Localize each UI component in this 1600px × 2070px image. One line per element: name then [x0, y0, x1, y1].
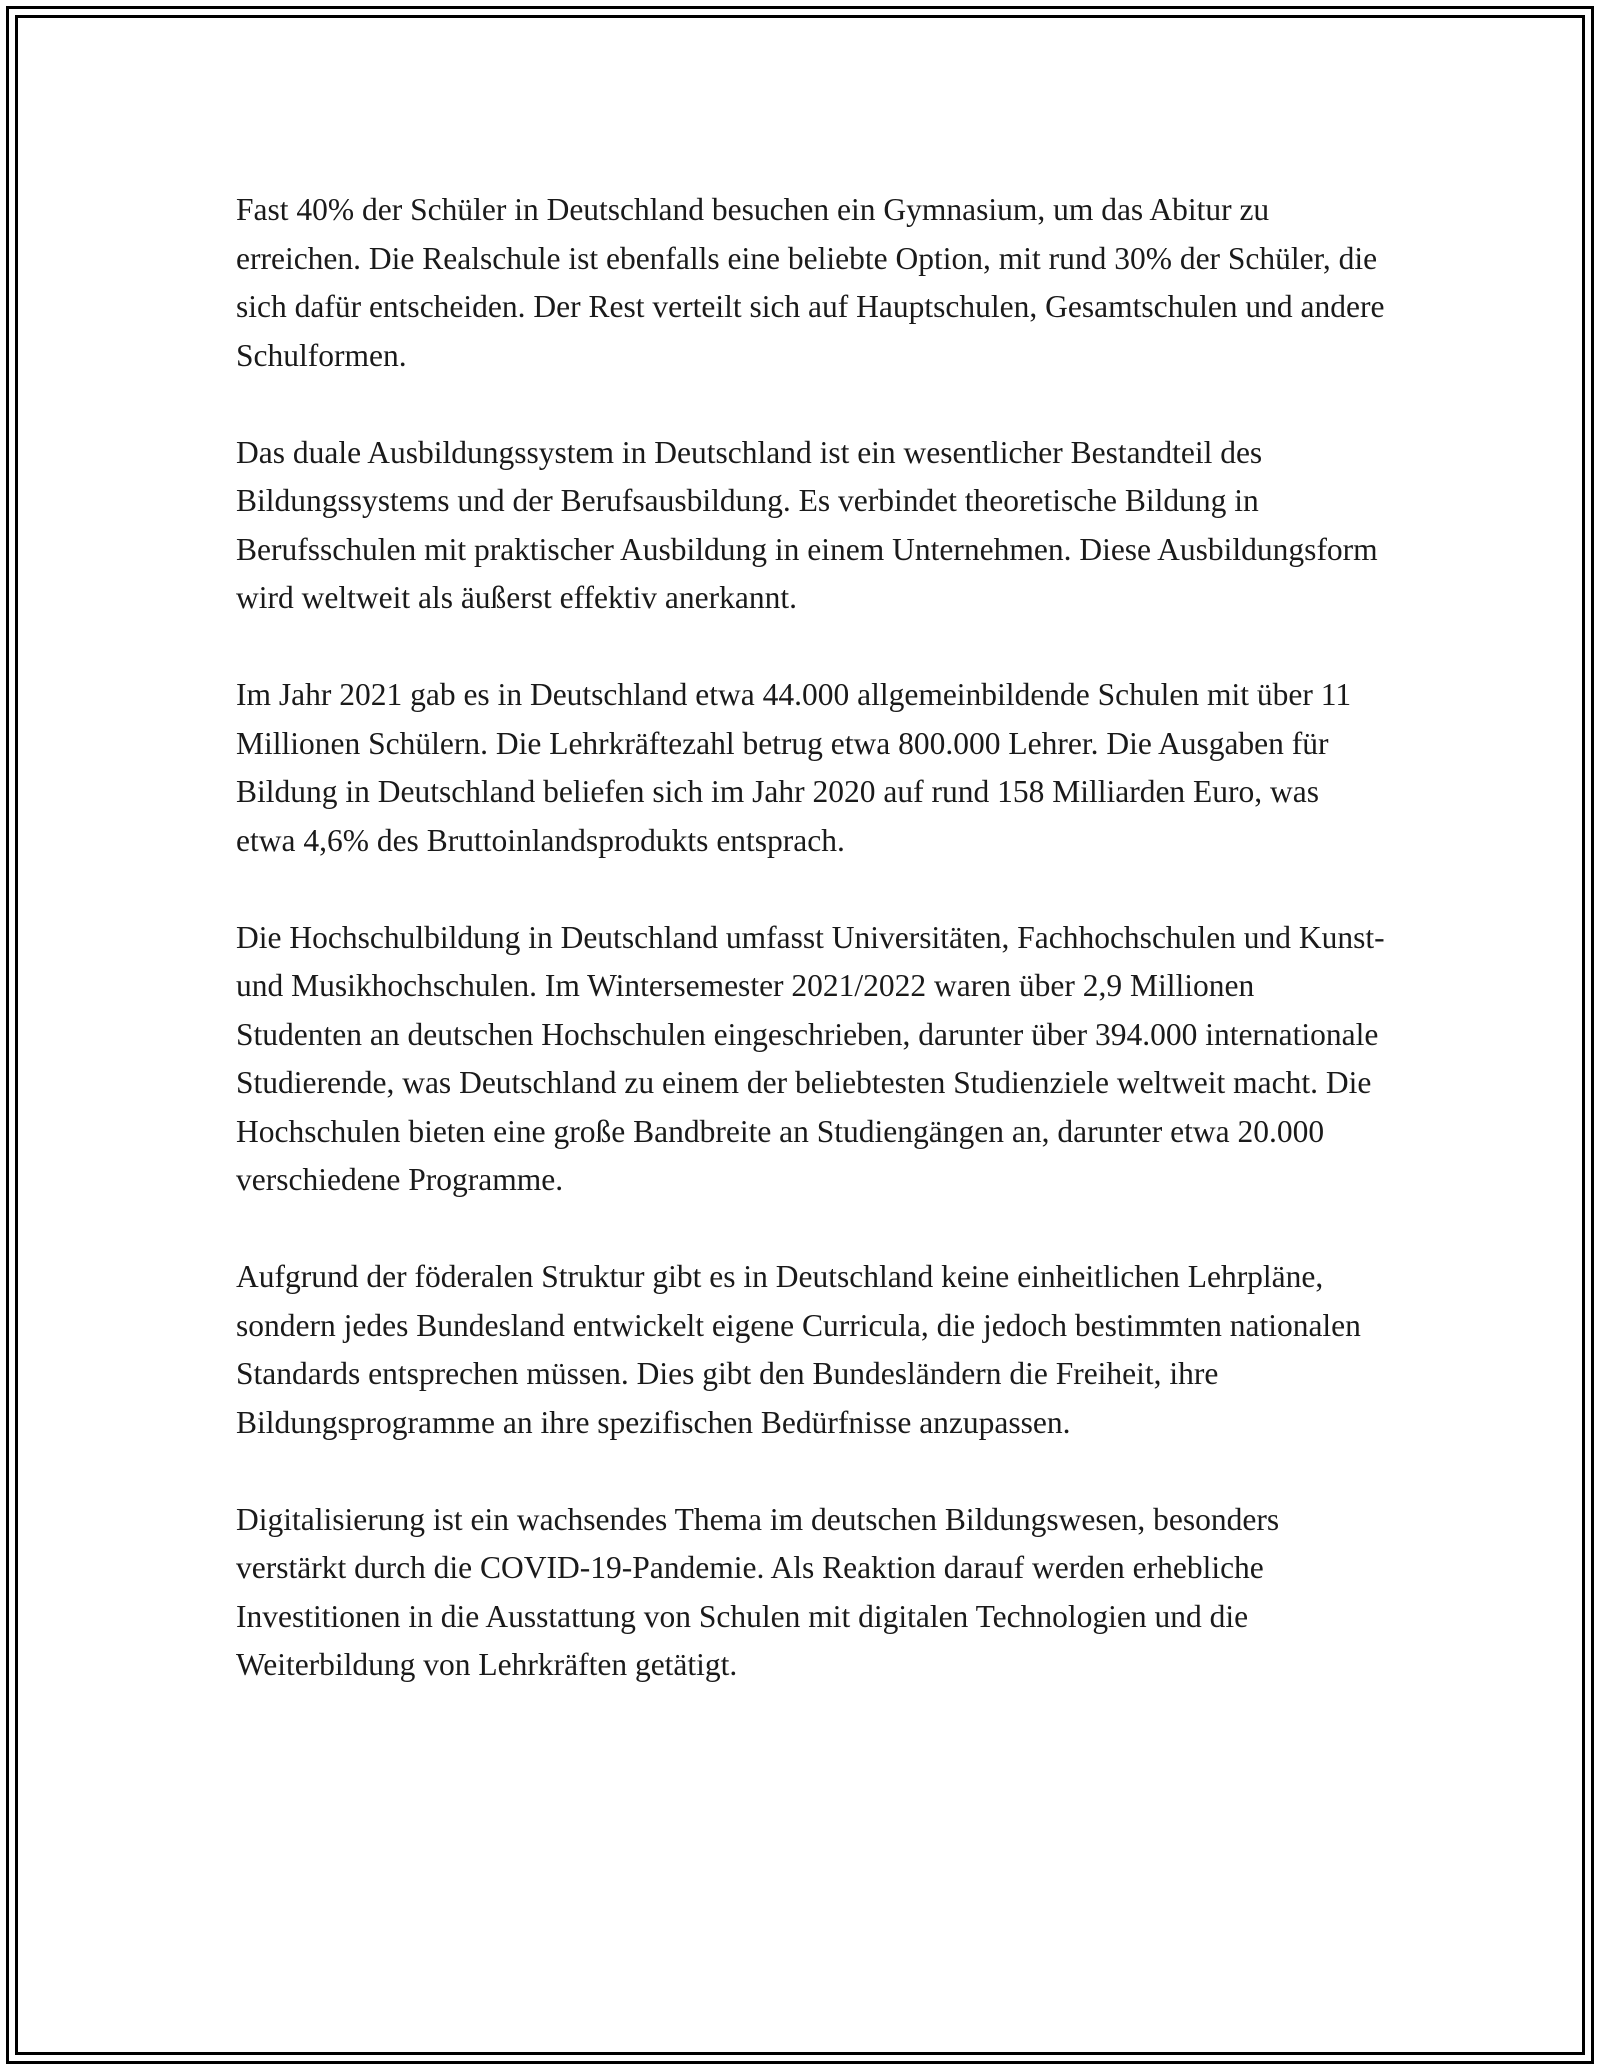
paragraph-federal-curricula: Aufgrund der föderalen Struktur gibt es in Deutschland keine einheitlichen Lehrpläne, sondern jedes Bundesland entwickelt eigene Curricula, die jedoch bestimmten nationalen Standards entsprechen müssen. Dies gibt den Bundesländern die Freiheit, ihre Bildungsprogramme an ihre spezifischen Bedürfnisse anzupassen.: [236, 1259, 1361, 1440]
paragraph-school-statistics: Im Jahr 2021 gab es in Deutschland etwa 44.000 allgemeinbildende Schulen mit über 11 Millionen Schülern. Die Lehrkräftezahl betrug etwa 800.000 Lehrer. Die Ausgaben für Bildung in Deutschland beliefen sich im Jahr 2020 auf rund 158 Milliarden Euro, was etwa 4,6% des Bruttoinlandsprodukts entsprach.: [236, 677, 1352, 858]
paragraph-digitalization: Digitalisierung ist ein wachsendes Thema im deutschen Bildungswesen, besonders verstärkt durch die COVID-19-Pandemie. Als Reaktion darauf werden erhebliche Investitionen in die Ausstattung von Schulen mit digitalen Technologien und die Weiterbildung von Lehrkräften getätigt.: [236, 1501, 1280, 1682]
document-body: [236, 186, 1386, 1690]
paragraph-higher-education: Die Hochschulbildung in Deutschland umfasst Universitäten, Fachhochschulen und Kunst- und Musikhochschulen. Im Wintersemester 2021/2022 waren über 2,9 Millionen Studenten an deutschen Hochschulen eingeschrieben, darunter über 394.000 internationale Studierende, was Deutschland zu einem der beliebtesten Studienziele weltweit macht. Die Hochschulen bieten eine große Bandbreite an Studiengängen an, darunter etwa 20.000 verschiedene Programme.: [236, 919, 1385, 1197]
paragraph-school-types: Fast 40% der Schüler in Deutschland besuchen ein Gymnasium, um das Abitur zu erreichen. Die Realschule ist ebenfalls eine beliebte Option, mit rund 30% der Schüler, die sich dafür entscheiden. Der Rest verteilt sich auf Hauptschulen, Gesamtschulen und andere Schulformen.: [236, 192, 1385, 373]
paragraph-dual-training: Das duale Ausbildungssystem in Deutschland ist ein wesentlicher Bestandteil des Bildungssystems und der Berufsausbildung. Es verbindet theoretische Bildung in Berufsschulen mit praktischer Ausbildung in einem Unternehmen. Diese Ausbildungsform wird weltweit als äußerst effektiv anerkannt.: [236, 434, 1378, 615]
